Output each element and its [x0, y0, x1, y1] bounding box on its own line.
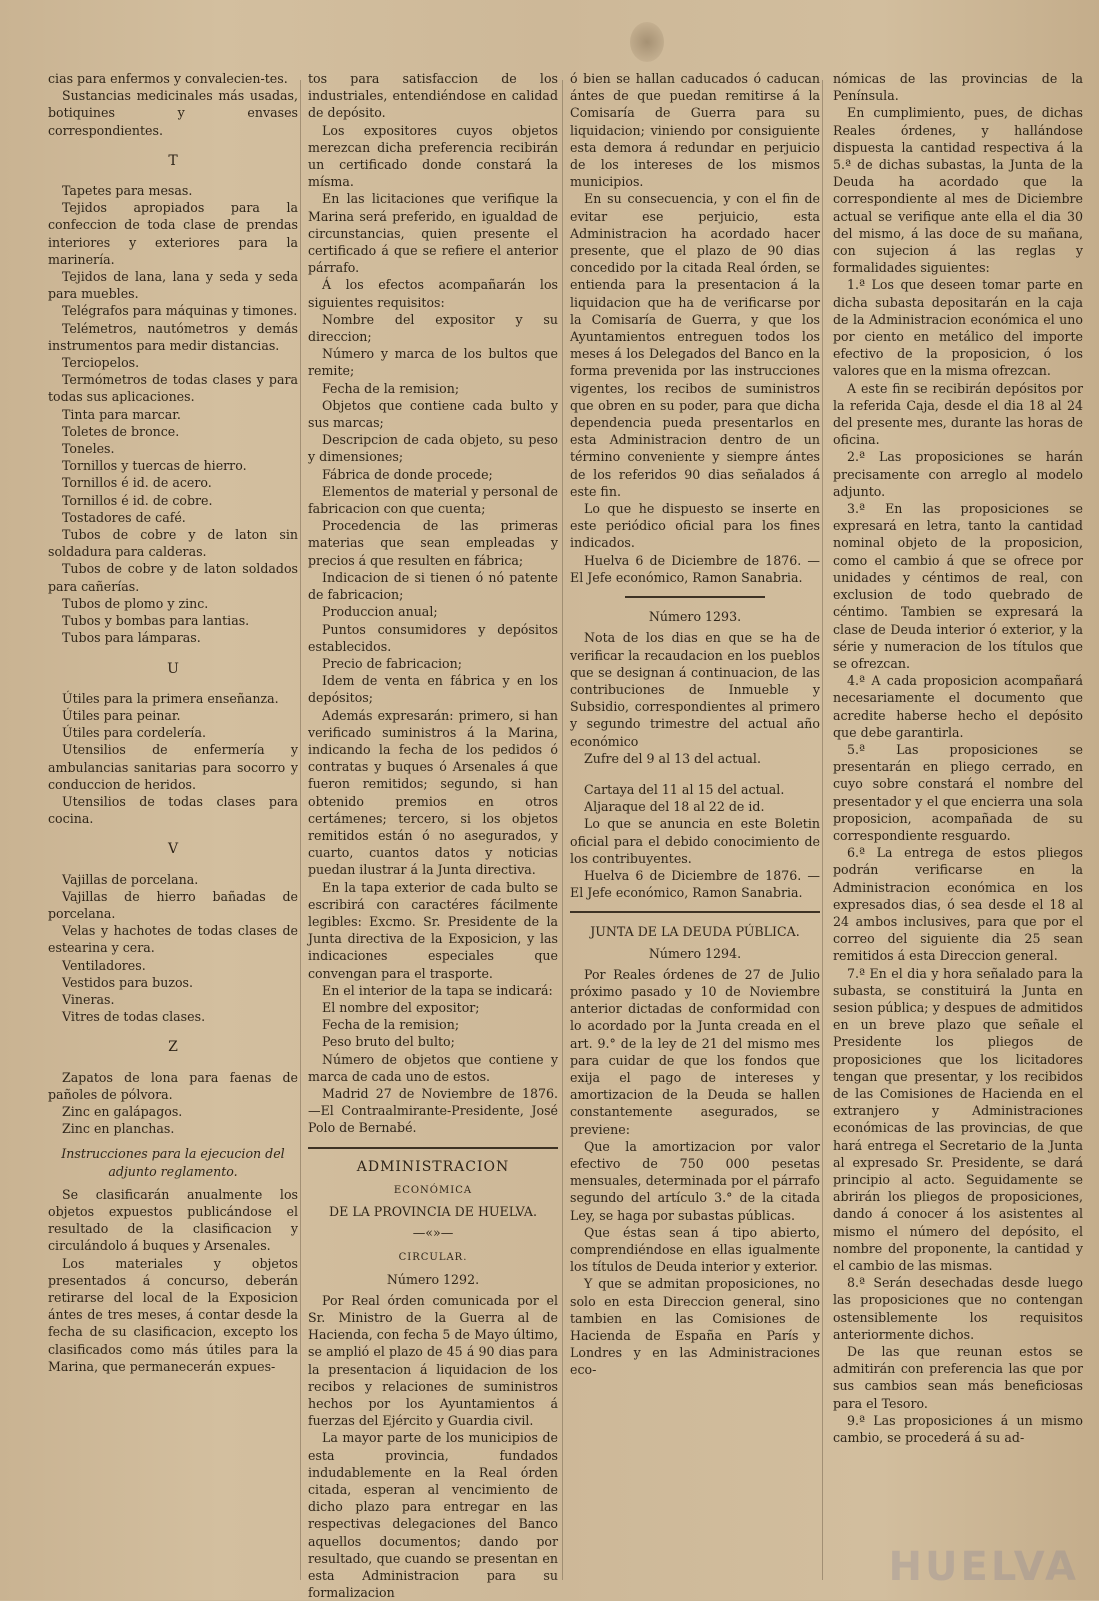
list-item: Útiles para peinar.	[62, 707, 181, 723]
document-number: Número 1293.	[648, 609, 742, 625]
list-item: Velas y hachotes de todas clases de estearina y cera.	[48, 923, 298, 956]
requirement-item: Procedencia de las primeras materias que sean empleadas y precios á que resulten en fábrica;	[308, 518, 558, 568]
list-item: Vineras.	[62, 991, 115, 1007]
list-item: Tubos y bombas para lantias.	[62, 613, 250, 629]
list-item: Tostadores de café.	[62, 509, 186, 525]
rule-item: 6.ª La entrega de estos pliegos podrán verificarse en la Administracion económica en los expresados dias, ó sea desde el 18 al 24 ambos inclusives, para que por el correo del siguiente dia 25 sean remitidos á esta Direccion general.	[833, 845, 1083, 964]
requirement-item: Idem de venta en fábrica y en los depósitos;	[308, 673, 558, 706]
paragraph: Á los efectos acompañarán los siguientes requisitos:	[308, 277, 558, 310]
document-number: Número 1294.	[648, 945, 742, 961]
paragraph: La mayor parte de los municipios de esta provincia, fundados indudablemente en la Real órden citada, esperan al vencimiento de dicho plazo para entregar en las respectivas delegaciones del Banco aquellos documentos; dando por resultado, que cuando se presentan en esta Administracion para su formalizacion	[308, 1430, 558, 1601]
rule-item: 9.ª Las proposiciones á un mismo cambio, se procederá á su ad-	[833, 1412, 1083, 1446]
section-divider	[308, 1147, 558, 1149]
paragraph: Los expositores cuyos objetos merezcan dicha preferencia recibirán un certificado donde constará la mísma.	[308, 122, 558, 190]
paragraph: Nota de los dias en que se ha de verificar la recaudacion en los pueblos que se designan á continuacion, de las contribuciones de Inmueble y Subsidio, correspondientes al primero y segundo trimestre del actual año económico	[570, 630, 820, 749]
rule-item: 2.ª Las proposiciones se harán precisamente con arreglo al modelo adjunto.	[833, 449, 1083, 499]
section-heading: ADMINISTRACION	[356, 1158, 510, 1175]
label-item: Fecha de la remision;	[322, 1017, 460, 1033]
column-rule-1	[300, 80, 301, 1580]
signature: Madrid 27 de Noviembre de 1876. —El Contraalmirante-Presidente, José Polo de Bernabé.	[308, 1085, 558, 1136]
paragraph: Por Real órden comunicada por el Sr. Ministro de la Guerra al de Hacienda, con fecha 5 de Mayo último, se amplió el plazo de 45 á 90 dias para la presentacion á liquidacion de los recibos y relaciones de suministros hechos por los Ayuntamientos á fuerzas del Ejército y Guardia civil.	[308, 1292, 558, 1429]
list-item: Tornillos é id. de cobre.	[62, 492, 213, 508]
rule-item: 7.ª En el dia y hora señalado para la subasta, se constituirá la Junta en sesion pública; y despues de admitidos en un breve plazo que señale el Presidente los pliegos de proposiciones que los licitadores tengan que presentar, y los recibidos de las Comisiones de Hacienda en el extranjero y Administraciones económicas de las provincias, de que hará entrega el Secretario de la Junta al expresado Sr. Presidente, se dará principio al acto. Seguidamente se abrirán los pliegos de proposiciones, dando á conocer á los asistentes al mismo el número del depósito, el nombre del proponente, la cantidad y el cambio de las mismas.	[833, 965, 1083, 1274]
section-letter-v: V	[167, 841, 179, 858]
rule-item: 5.ª Las proposiciones se presentarán en pliego cerrado, en cuyo sobre constará el nombre del presentador y el que encierra una sola proposicion, acompañada de su correspondiente resguardo.	[833, 741, 1083, 843]
paragraph: Que la amortizacion por valor efectivo de 750 000 pesetas mensuales, determinada por el párrafo segundo del artículo 3.° de la citada Ley, se haga por subastas públicas.	[570, 1138, 820, 1223]
list-item: Tubos para lámparas.	[62, 630, 201, 646]
list-item: Vitres de todas clases.	[62, 1009, 206, 1025]
list-item: Tornillos y tuercas de hierro.	[62, 458, 247, 474]
section-heading: JUNTA DE LA DEUDA PÚBLICA.	[590, 924, 800, 940]
section-divider	[570, 911, 820, 913]
list-item: Ventiladores.	[62, 957, 146, 973]
section-letter-z: Z	[168, 1039, 178, 1056]
requirement-item: Fábrica de donde procede;	[322, 466, 493, 482]
column-4	[833, 70, 1083, 1590]
paragraph: Los materiales y objetos presentados á concurso, deberán retirarse del local de la Exposicion ántes de tres meses, á contar desde la fecha de su clasificacion, excepto los clasificados como más útiles para la Marina, que permanecerán expues-	[48, 1255, 298, 1374]
section-letter-t: T	[168, 152, 178, 169]
ink-stain	[630, 22, 664, 62]
list-item: Tejidos apropiados para la confeccion de toda clase de prendas interiores y exteriores para la marinería.	[48, 200, 298, 267]
list-item: Vajillas de porcelana.	[62, 871, 199, 887]
paragraph: De las que reunan estos se admitirán con preferencia las que por sus cambios sean más beneficiosas para el Tesoro.	[833, 1344, 1083, 1411]
rule-item: 1.ª Los que deseen tomar parte en dicha subasta depositarán en la caja de la Administracion económica el uno por ciento en metálico del importe efectivo de la proposicion, ó los valores que en la misma ofrezcan.	[833, 277, 1083, 379]
instructions-heading: Instrucciones para la ejecucion del adjunto reglamento.	[61, 1146, 285, 1179]
paragraph: Sustancias medicinales más usadas, botiquines y envases correspondientes.	[48, 88, 298, 138]
rule-item: 3.ª En las proposiciones se expresará en letra, tanto la cantidad nominal objeto de la proposicion, como el cambio á que se ofrece por unidades y céntimos de real, con exclusion de todo quebrado de céntimo. Tambien se expresará la clase de Deuda interior ó exterior, y la série y numeracion de los títulos que se ofrezcan.	[833, 501, 1083, 671]
list-item: Terciopelos.	[62, 355, 140, 371]
paragraph: tos para satisfaccion de los industriales, entendiéndose en calidad de depósito.	[308, 71, 558, 121]
document-number: Número 1292.	[386, 1271, 480, 1287]
requirement-item: Produccion anual;	[322, 604, 438, 620]
requirement-item: Fecha de la remision;	[322, 380, 460, 396]
archive-watermark: HUELVA	[888, 1544, 1079, 1590]
list-item: Telégrafos para máquinas y timones.	[62, 303, 298, 319]
paragraph: Lo que he dispuesto se inserte en este periódico oficial para los fines indicados.	[570, 501, 820, 551]
list-item: Utensilios de enfermería y ambulancias sanitarias para socorro y conduccion de heridos.	[48, 742, 298, 792]
list-item: Tejidos de lana, lana y seda y seda para muebles.	[48, 269, 298, 302]
paragraph: En su consecuencia, y con el fin de evitar ese perjuicio, esta Administracion ha acordado hacer presente, que el plazo de 90 dias concedido por la citada Real órden, se entienda para la presentacion á la liquidacion que ha de verificarse por la Comisaría de Guerra, y que los Ayuntamientos entreguen todos los meses á los Delegados del Banco en la forma prevenida por las instrucciones vigentes, los recibos de suministros que obren en su poder, para que dicha dependencia pueda presentarlos en esta Administracion dentro de un término conveniente y siempre ántes de los referidos 90 dias señalados á este fin.	[570, 191, 820, 499]
requirement-item: Nombre del expositor y su direccion;	[308, 311, 558, 345]
requirement-item: Indicacion de si tienen ó nó patente de fabricacion;	[308, 569, 558, 603]
list-item: Vestidos para buzos.	[62, 974, 194, 990]
ornament: —«»—	[412, 1225, 454, 1241]
paragraph: Además expresarán: primero, si han verificado suministros á la Marina, indicando la fecha de los pedidos ó contratas y buques ó Arsenales á que fueron remitidos; segundo, si han obtenido premios en otros certámenes; tercero, si los objetos remitidos están ó no asegurados, y cuarto, cuantos datos y noticias puedan ilustrar á la Junta directiva.	[308, 707, 558, 878]
section-divider	[625, 596, 765, 598]
section-subheading: DE LA PROVINCIA DE HUELVA.	[329, 1204, 537, 1219]
paragraph: nómicas de las provincias de la Península.	[833, 71, 1083, 104]
signature: Huelva 6 de Diciembre de 1876. —El Jefe económico, Ramon Sanabria.	[570, 552, 820, 585]
list-item: Tubos de cobre y de laton sin soldadura para calderas.	[48, 527, 298, 560]
paragraph: En cumplimiento, pues, de dichas Reales órdenes, y hallándose dispuesta la cantidad respectiva á la 5.ª de dichas subastas, la Junta de la Deuda ha acordado que la correspondiente al mes de Diciembre actual se verifique ante ella el dia 30 del mismo, á las doce de su mañana, con sujecion á las reglas y formalidades siguientes:	[833, 105, 1083, 276]
list-item: Tinta para marcar.	[62, 406, 181, 422]
list-item: Termómetros de todas clases y para todas sus aplicaciones.	[48, 372, 298, 405]
label-item: Peso bruto del bulto;	[322, 1034, 455, 1050]
requirement-item: Precio de fabricacion;	[322, 655, 462, 671]
paragraph: ó bien se hallan caducados ó caducan ántes de que puedan remitirse á la Comisaría de Guerra para su liquidacion; viniendo por consiguiente esta demora á redundar en perjuicio de los intereses de los mismos municipios.	[570, 71, 820, 190]
list-item: Toletes de bronce.	[62, 423, 180, 439]
list-item: Aljaraque del 18 al 22 de id.	[584, 799, 765, 815]
list-item: Zapatos de lona para faenas de pañoles de pólvora.	[48, 1069, 298, 1102]
paragraph: En la tapa exterior de cada bulto se escribirá con caractéres fácilmente legibles: Excmo. Sr. Presidente de la Junta directiva de la Exposicion, y las indicaciones especiales que convengan para el trasporte.	[308, 879, 558, 981]
paragraph: Que éstas sean á tipo abierto, comprendiéndose en ellas igualmente los títulos de Deuda interior y exterior.	[570, 1224, 820, 1275]
column-rule-2	[562, 80, 563, 1580]
list-item: Tornillos é id. de acero.	[62, 475, 212, 491]
list-item: Cartaya del 11 al 15 del actual.	[584, 781, 785, 797]
list-item: Útiles para la primera enseñanza.	[62, 690, 279, 706]
list-item: Vajillas de hierro bañadas de porcelana.	[48, 888, 298, 921]
rule-item: 4.ª A cada proposicion acompañará necesariamente el documento que acredite haberse hecho el depósito que debe garantirla.	[833, 673, 1083, 740]
requirement-item: Objetos que contiene cada bulto y sus marcas;	[308, 397, 558, 431]
label-item: El nombre del expositor;	[322, 999, 480, 1015]
rule-item: 8.ª Serán desechadas desde luego las proposiciones que no contengan ostensiblemente los requisitos anteriormente dichos.	[833, 1275, 1083, 1342]
list-item: Telémetros, nautómetros y demás instrumentos para medir distancias.	[48, 320, 298, 353]
paragraph: Lo que se anuncia en este Boletin oficial para el debido conocimiento de los contribuyentes.	[570, 816, 820, 866]
column-2	[308, 70, 558, 1601]
list-item: Zinc en galápagos.	[62, 1103, 183, 1119]
column-1	[48, 70, 298, 1590]
list-item: Zinc en planchas.	[62, 1121, 175, 1137]
list-item: Tubos de plomo y zinc.	[62, 595, 209, 611]
paragraph: Y que se admitan proposiciones, no solo en esta Direccion general, sino tambien en las Comisiones de Hacienda de España en París y Londres y en las Administraciones eco-	[570, 1276, 820, 1378]
list-item: Utensilios de todas clases para cocina.	[48, 793, 298, 827]
paragraph: A este fin se recibirán depósitos por la referida Caja, desde el dia 18 al 24 del presente mes, durante las horas de oficina.	[833, 380, 1083, 448]
section-letter-u: U	[167, 660, 179, 677]
circular-label: CIRCULAR.	[398, 1252, 468, 1264]
column-3	[570, 70, 820, 1590]
list-item: Tapetes para mesas.	[62, 183, 193, 199]
list-item: Zufre del 9 al 13 del actual.	[584, 750, 761, 766]
signature: Huelva 6 de Diciembre de 1876. —El Jefe económico, Ramon Sanabria.	[570, 867, 820, 901]
paragraph: En el interior de la tapa se indicará:	[322, 982, 553, 998]
list-item: Útiles para cordelería.	[62, 725, 206, 741]
list-item: Toneles.	[62, 441, 115, 457]
paragraph: Por Reales órdenes de 27 de Julio próximo pasado y 10 de Noviembre anterior dictadas de conformidad con lo acordado por la Junta creada en el art. 9.° de la ley de 21 del mismo mes para cuidar de que los fondos que exija el pago de intereses y amortizacion de la Deuda se hallen constantemente asegurados, se previene:	[570, 966, 820, 1137]
paragraph: En las licitaciones que verifique la Marina será preferido, en igualdad de circunstancias, quien presente el certificado á que se refiere el anterior párrafo.	[308, 191, 558, 276]
section-subheading: ECONÓMICA	[393, 1184, 473, 1196]
label-item: Número de objetos que contiene y marca de cada uno de estos.	[308, 1051, 558, 1084]
paragraph: cias para enfermos y convalecien-tes.	[48, 71, 288, 86]
list-item: Tubos de cobre y de laton soldados para cañerías.	[48, 561, 298, 594]
requirement-item: Número y marca de los bultos que remite;	[308, 346, 558, 379]
column-rule-3	[822, 80, 823, 1580]
requirement-item: Descripcion de cada objeto, su peso y dimensiones;	[308, 432, 558, 465]
requirement-item: Elementos de material y personal de fabricacion con que cuenta;	[308, 483, 558, 517]
requirement-item: Puntos consumidores y depósitos establecidos.	[308, 621, 558, 654]
paragraph: Se clasificarán anualmente los objetos expuestos publicándose el resultado de la clasificacion y circulándolo á buques y Arsenales.	[48, 1186, 298, 1254]
